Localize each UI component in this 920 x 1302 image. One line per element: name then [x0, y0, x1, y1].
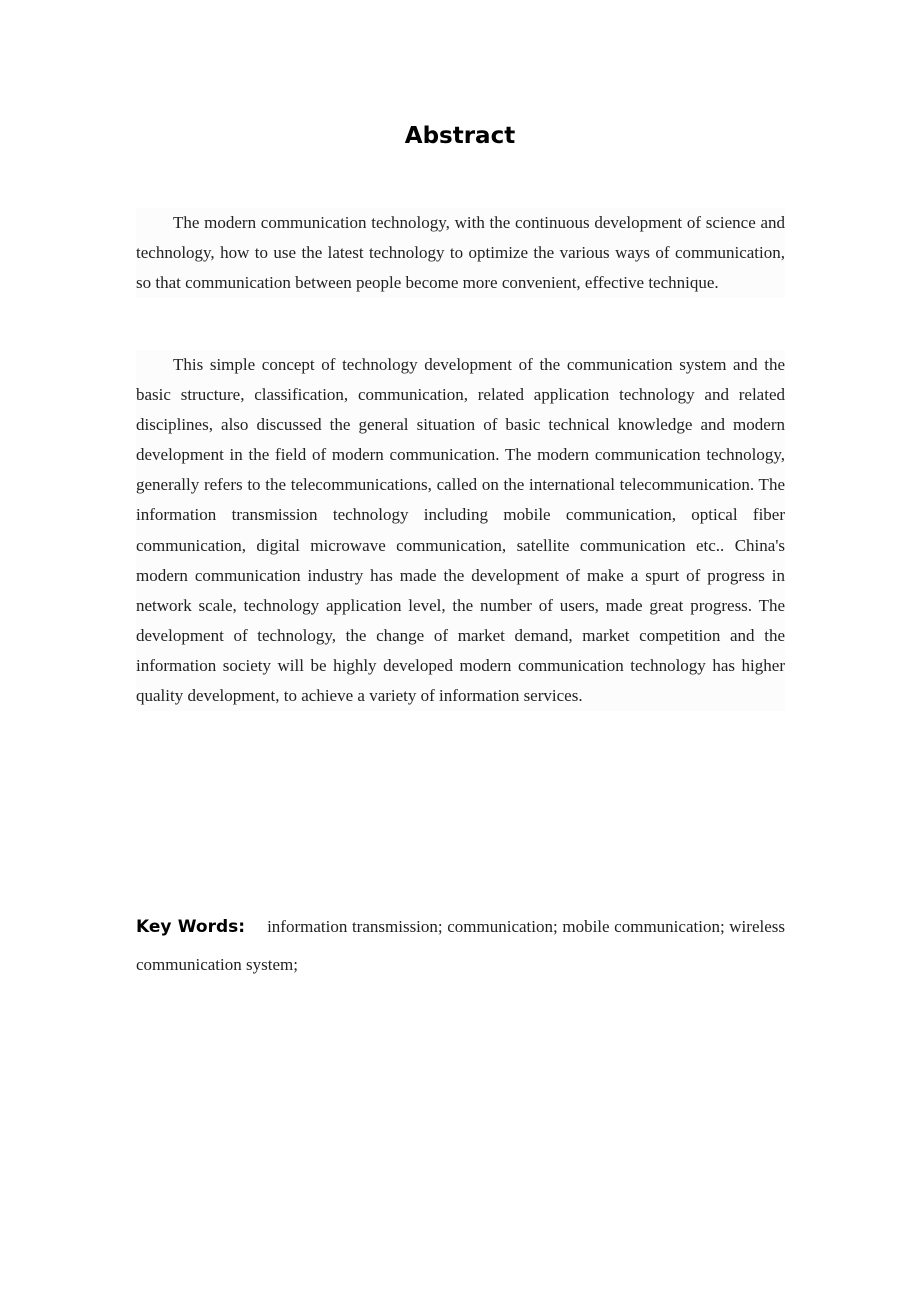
abstract-paragraph-1 [136, 208, 785, 298]
abstract-paragraph-2 [136, 350, 785, 711]
keywords-line [136, 908, 785, 984]
paragraph-text: This simple concept of technology development of the communication system and the basic structure, classification, communication, related application technology and related disciplines, also discussed the general situation of basic technical knowledge and modern development in the field of modern communication. The modern communication technology, generally refers to the telecommunications, called on the international telecommunication. The information transmission technology including mobile communication, optical fiber communication, digital microwave communication, satellite communication etc.. China's modern communication industry has made the development of make a spurt of progress in network scale, technology application level, the number of users, made great progress. The development of technology, the change of market demand, market competition and the information society will be highly developed modern communication technology has higher quality development, to achieve a variety of information services. [136, 355, 785, 706]
keywords-label: Key Words: [136, 917, 246, 937]
paragraph-text: The modern communication technology, with the continuous development of science and technology, how to use the latest technology to optimize the various ways of communication, so that communication between people become more convenient, effective technique. [136, 213, 785, 293]
abstract-title: Abstract [404, 123, 516, 149]
keywords-text: information transmission; communication; mobile communication; wireless communication system; [136, 917, 785, 974]
